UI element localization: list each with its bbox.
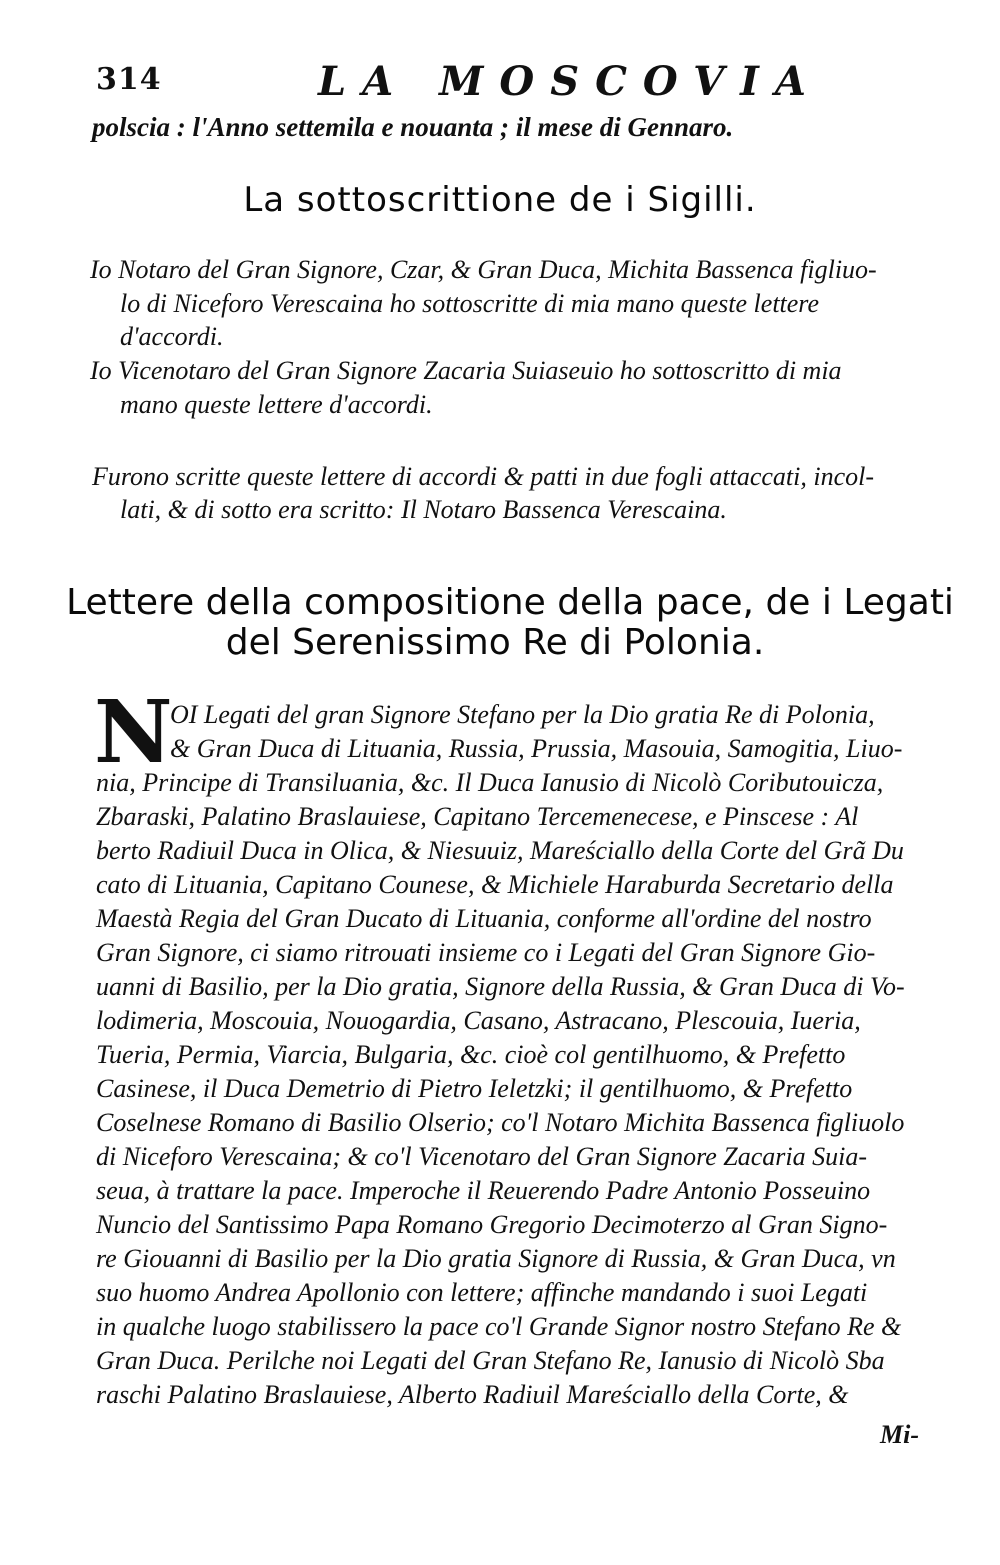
text-line: Nuncio del Santissimo Papa Romano Gregorio Decimoterzo al Gran Signo- (96, 1210, 888, 1239)
section-title-sigilli: La sottoscrittione de i Sigilli. (243, 180, 757, 220)
section-title-lettere-line1: Lettere della compositione della pace, de i Legati (66, 582, 954, 623)
text-line: di Niceforo Verescaina; & co'l Vicenotaro del Gran Signore Zacaria Suia- (96, 1142, 867, 1171)
page-number: 314 (96, 62, 162, 97)
text-line: uanni di Basilio, per la Dio gratia, Signore della Russia, & Gran Duca di Vo- (96, 972, 905, 1001)
section-title-lettere-line2: del Serenissimo Re di Polonia. (225, 622, 765, 663)
text-line: suo huomo Andrea Apollonio con lettere; affinche mandando i suoi Legati (96, 1278, 868, 1307)
running-head (96, 58, 886, 108)
text-line: seua, à trattare la pace. Imperoche il Reuerendo Padre Antonio Posseuino (96, 1176, 871, 1205)
text-line: Tueria, Permia, Viarcia, Bulgaria, &c. cioè col gentilhuomo, & Prefetto (96, 1040, 846, 1069)
text-line: Zbaraski, Palatino Braslauiese, Capitano Tercemenecese, e Pinscese : Al (96, 802, 859, 831)
catchword: Mi- (880, 1420, 919, 1449)
text-line: lati, & di sotto era scritto: Il Notaro Bassenca Verescaina. (120, 495, 727, 524)
text-line: lodimeria, Moscouia, Nouogardia, Casano, Astracano, Plescouia, Iueria, (96, 1006, 861, 1035)
text-line: in qualche luogo stabilissero la pace co'l Grande Signor nostro Stefano Re & (96, 1312, 902, 1341)
text-line: & Gran Duca di Lituania, Russia, Prussia, Masouia, Samogitia, Liuo- (170, 734, 903, 763)
text-line: d'accordi. (120, 322, 224, 351)
running-title: LA MOSCOVIA (318, 58, 822, 105)
text-line: Io Vicenotaro del Gran Signore Zacaria Suiaseuio ho sottoscritto di mia (90, 356, 842, 385)
closing-line: polscia : l'Anno settemila e nouanta ; il mese di Gennaro. (92, 112, 734, 142)
text-line: Io Notaro del Gran Signore, Czar, & Gran Duca, Michita Bassenca figliuo- (90, 255, 877, 284)
text-line: Furono scritte queste lettere di accordi & patti in due fogli attaccati, incol- (92, 462, 875, 491)
text-line: Coselnese Romano di Basilio Olserio; co'l Notaro Michita Bassenca figliuolo (96, 1108, 905, 1137)
text-line: Gran Signore, ci siamo ritrouati insieme co i Legati del Gran Signore Gio- (96, 938, 876, 967)
text-line: nia, Principe di Transiluania, &c. Il Duca Ianusio di Nicolò Coributouicza, (96, 768, 884, 797)
text-line: OI Legati del gran Signore Stefano per la Dio gratia Re di Polonia, (170, 700, 875, 729)
text-line: raschi Palatino Braslauiese, Alberto Radiuil Mareściallo della Corte, & (96, 1380, 849, 1409)
text-line: Maestà Regia del Gran Ducato di Lituania, conforme all'ordine del nostro (96, 904, 872, 933)
text-line: Casinese, il Duca Demetrio di Pietro Ieletzki; il gentilhuomo, & Prefetto (96, 1074, 853, 1103)
text-line: re Giouanni di Basilio per la Dio gratia Signore di Russia, & Gran Duca, vn (96, 1244, 896, 1273)
text-line: cato di Lituania, Capitano Counese, & Michiele Haraburda Secretario della (96, 870, 894, 899)
text-line: lo di Niceforo Verescaina ho sottoscritte di mia mano queste lettere (120, 289, 820, 318)
text-line: mano queste lettere d'accordi. (120, 390, 433, 419)
text-line: Gran Duca. Perilche noi Legati del Gran Stefano Re, Ianusio di Nicolò Sba (96, 1346, 885, 1375)
drop-cap: N (94, 682, 173, 783)
text-line: berto Radiuil Duca in Olica, & Niesuuiz, Mareściallo della Corte del Grã Du (96, 836, 904, 865)
